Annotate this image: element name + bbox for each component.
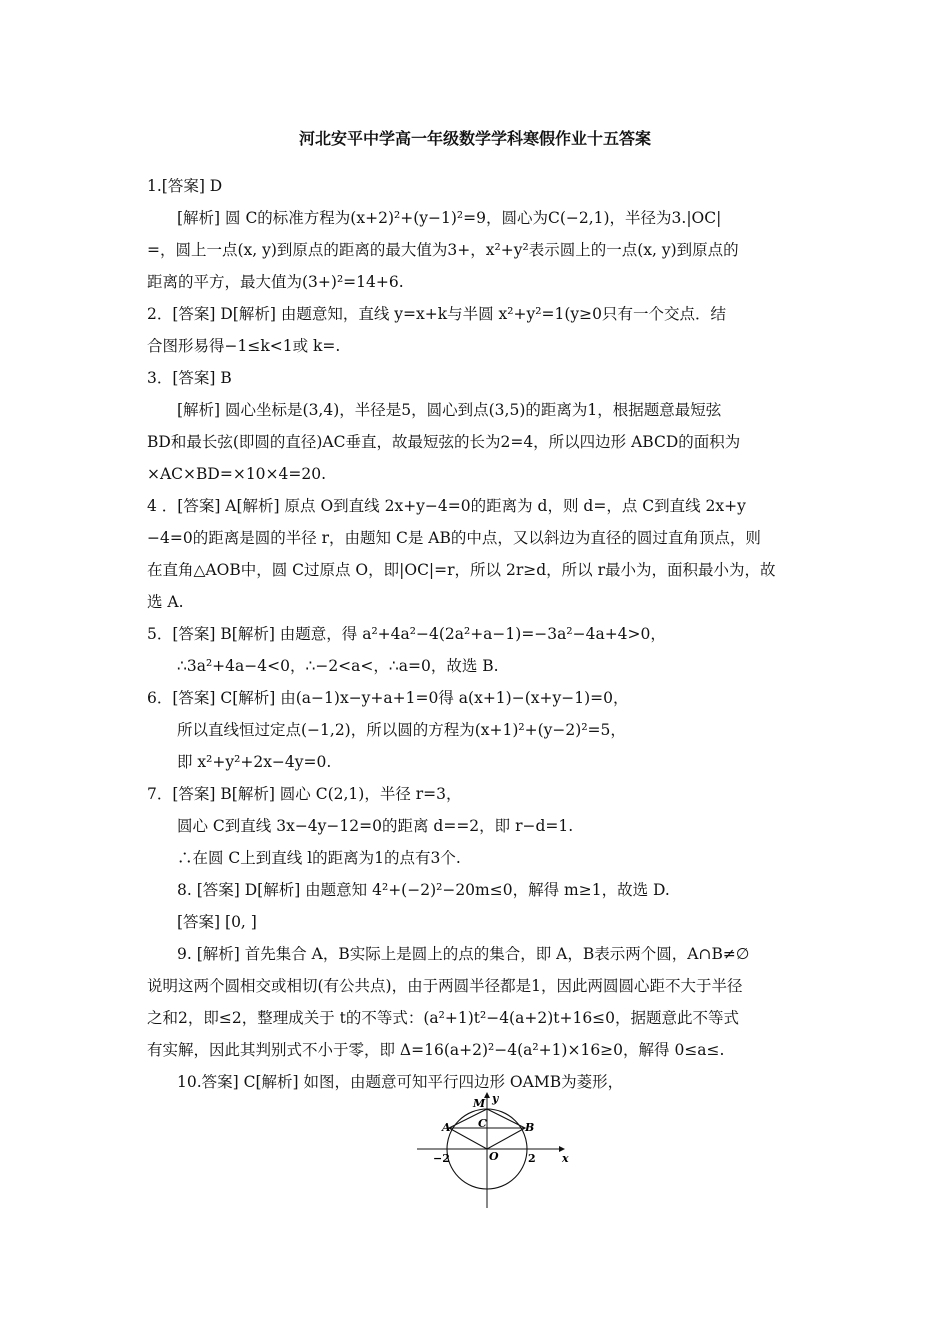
answer-4-line-4: 选 A. xyxy=(147,593,184,611)
answer-9-line-1: 9. [解析] 首先集合 A，B实际上是圆上的点的集合，即 A，B表示两个圆，A∩B≠∅ xyxy=(177,945,750,963)
answer-1-analysis-line-3: 距离的平方，最大值为(3+)²=14+6. xyxy=(147,273,404,291)
label-pos2: 2 xyxy=(528,1152,536,1165)
answer-7-line-2: 圆心 C到直线 3x−4y−12=0的距离 d==2，即 r−d=1. xyxy=(177,817,574,835)
answer-1-analysis-line-1: [解析] 圆 C的标准方程为(x+2)²+(y−1)²=9，圆心为C(−2,1)，半径为3.|OC| xyxy=(177,209,722,227)
label-neg2: −2 xyxy=(433,1152,450,1165)
label-m: M xyxy=(473,1097,486,1110)
answer-8-line-1: 8. [答案] D[解析] 由题意知 4²+(−2)²−20m≤0，解得 m≥1，故选 D. xyxy=(177,881,670,899)
answer-5-line-1: 5．[答案] B[解析] 由题意，得 a²+4a²−4(2a²+a−1)=−3a²−4a+4>0， xyxy=(147,625,666,643)
answer-3-analysis-line-3: ×AC×BD=×10×4=20. xyxy=(147,465,327,483)
answer-4-line-3: 在直角△AOB中，圆 C过原点 O，即|OC|=r，所以 2r≥d，所以 r最小为，面积最小为，故 xyxy=(147,561,776,579)
page-title: 河北安平中学高一年级数学学科寒假作业十五答案 xyxy=(298,129,651,148)
answer-3-analysis-line-1: [解析] 圆心坐标是(3,4)，半径是5，圆心到点(3,5)的距离为1，根据题意最短弦 xyxy=(177,401,722,419)
label-c: C xyxy=(478,1117,487,1130)
label-o: O xyxy=(489,1150,499,1163)
answer-4-line-1: 4 ．[答案] A[解析] 原点 O到直线 2x+y−4=0的距离为 d，则 d=，点 C到直线 2x+y xyxy=(147,497,746,515)
circle-rhombus-figure xyxy=(415,1090,575,1210)
answer-5-line-2: ∴3a²+4a−4<0，∴−2<a<，∴a=0，故选 B. xyxy=(177,657,499,675)
answer-9-line-2: 说明这两个圆相交或相切(有公共点)，由于两圆半径都是1，因此两圆圆心距不大于半径 xyxy=(147,977,743,995)
answer-6-line-1: 6．[答案] C[解析] 由(a−1)x−y+a+1=0得 a(x+1)−(x+y−1)=0， xyxy=(147,689,629,707)
label-b: B xyxy=(525,1121,535,1134)
answer-2-line-2: 合图形易得−1≤k<1或 k=. xyxy=(147,337,341,355)
answer-1-analysis-line-2: =，圆上一点(x, y)到原点的距离的最大值为3+，x²+y²表示圆上的一点(x, y)到原点的 xyxy=(147,241,739,259)
answer-3-header: 3．[答案] B xyxy=(147,369,232,387)
label-x: x xyxy=(562,1152,569,1165)
answer-7-line-3: ∴在圆 C上到直线 l的距离为1的点有3个. xyxy=(177,849,461,867)
answer-9-line-3: 之和2，即≤2，整理成关于 t的不等式：(a²+1)t²−4(a+2)t+16≤0，据题意此不等式 xyxy=(147,1009,740,1027)
answer-1-header: 1.[答案] D xyxy=(147,177,223,195)
answer-2-line-1: 2．[答案] D[解析] 由题意知，直线 y=x+k与半圆 x²+y²=1(y≥0只有一个交点．结 xyxy=(147,305,726,323)
answer-7-line-1: 7．[答案] B[解析] 圆心 C(2,1)，半径 r=3， xyxy=(147,785,462,803)
answer-8-line-2: [答案] [0, ] xyxy=(177,913,257,931)
answer-4-line-2: −4=0的距离是圆的半径 r，由题知 C是 AB的中点，又以斜边为直径的圆过直角顶点，则 xyxy=(147,529,761,547)
answer-10-line-1: 10.答案] C[解析] 如图，由题意可知平行四边形 OAMB为菱形， xyxy=(177,1073,624,1091)
label-a: A xyxy=(442,1121,451,1134)
answer-9-line-4: 有实解，因此其判别式不小于零，即 Δ=16(a+2)²−4(a²+1)×16≥0，解得 0≤a≤. xyxy=(147,1041,725,1059)
answer-6-line-3: 即 x²+y²+2x−4y=0. xyxy=(177,753,332,771)
answer-3-analysis-line-2: BD和最长弦(即圆的直径)AC垂直，故最短弦的长为2=4，所以四边形 ABCD的面积为 xyxy=(147,433,741,451)
answer-6-line-2: 所以直线恒过定点(−1,2)，所以圆的方程为(x+1)²+(y−2)²=5， xyxy=(177,721,626,739)
label-y: y xyxy=(492,1092,499,1105)
